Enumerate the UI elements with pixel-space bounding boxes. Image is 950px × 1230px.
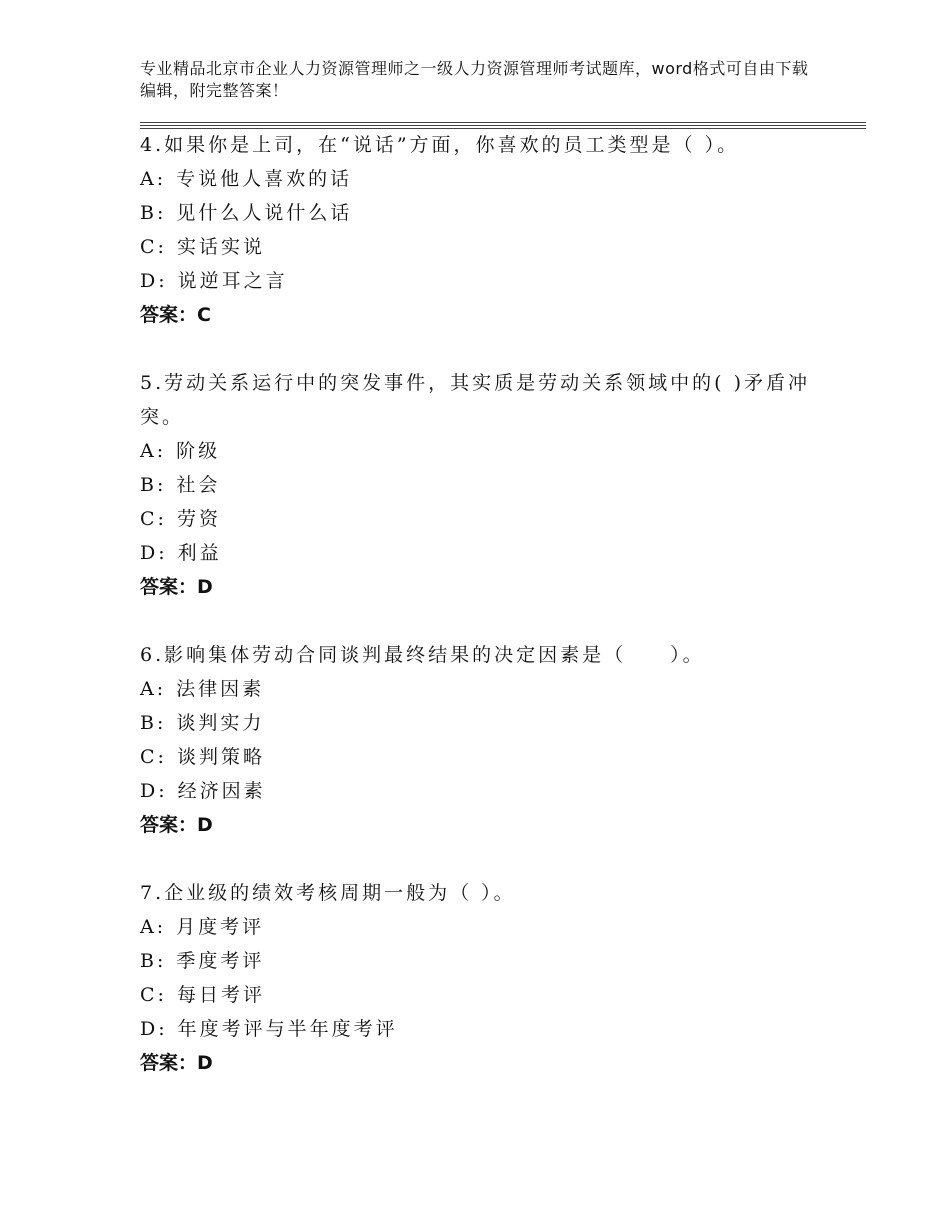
- option-b: [140, 196, 820, 230]
- question-list: [140, 128, 820, 1114]
- option-a: [140, 910, 820, 944]
- option-letter: B:: [140, 474, 167, 496]
- option-text: 谈判策略: [176, 746, 265, 768]
- option-letter: A:: [140, 678, 167, 700]
- option-c: [140, 502, 820, 536]
- answer-line: 答案：D: [140, 1052, 213, 1074]
- header-rule-middle: [140, 125, 866, 126]
- option-text: 劳资: [176, 508, 221, 530]
- option-b: [140, 706, 820, 740]
- option-letter: A:: [140, 168, 167, 190]
- option-text: 实话实说: [176, 236, 265, 258]
- option-a: [140, 162, 820, 196]
- header-rule-top: [140, 122, 866, 123]
- question-6: [140, 638, 820, 842]
- option-letter: C:: [140, 236, 167, 258]
- question-stem: 5.劳动关系运行中的突发事件，其实质是劳动关系领域中的( )矛盾冲突。: [140, 372, 810, 428]
- option-d: [140, 536, 820, 570]
- option-c: [140, 978, 820, 1012]
- option-letter: D:: [140, 542, 168, 564]
- question-stem: 7.企业级的绩效考核周期一般为（ ）。: [140, 882, 516, 904]
- option-b: [140, 944, 820, 978]
- option-text: 阶级: [176, 440, 221, 462]
- option-text: 见什么人说什么话: [176, 202, 353, 224]
- option-text: 利益: [177, 542, 222, 564]
- option-text: 社会: [176, 474, 221, 496]
- option-text: 谈判实力: [176, 712, 265, 734]
- option-d: [140, 1012, 820, 1046]
- question-stem: 4.如果你是上司，在“说话”方面，你喜欢的员工类型是（ ）。: [140, 134, 740, 156]
- option-letter: A:: [140, 440, 167, 462]
- option-text: 法律因素: [176, 678, 265, 700]
- option-text: 月度考评: [176, 916, 265, 938]
- answer-line: 答案：D: [140, 814, 213, 836]
- question-stem: 6.影响集体劳动合同谈判最终结果的决定因素是（ ）。: [140, 644, 705, 666]
- option-text: 每日考评: [176, 984, 265, 1006]
- option-a: [140, 434, 820, 468]
- answer-line: 答案：D: [140, 576, 213, 598]
- question-4: [140, 128, 820, 332]
- option-letter: B:: [140, 202, 167, 224]
- option-letter: B:: [140, 950, 167, 972]
- option-letter: D:: [140, 1018, 168, 1040]
- option-letter: C:: [140, 508, 167, 530]
- option-c: [140, 740, 820, 774]
- option-letter: D:: [140, 780, 168, 802]
- option-text: 季度考评: [176, 950, 265, 972]
- option-text: 年度考评与半年度考评: [177, 1018, 398, 1040]
- option-c: [140, 230, 820, 264]
- question-7: [140, 876, 820, 1080]
- option-letter: C:: [140, 984, 167, 1006]
- option-letter: C:: [140, 746, 167, 768]
- option-text: 经济因素: [177, 780, 266, 802]
- answer-line: 答案：C: [140, 304, 211, 326]
- option-d: [140, 264, 820, 298]
- option-letter: B:: [140, 712, 167, 734]
- option-letter: A:: [140, 916, 167, 938]
- option-b: [140, 468, 820, 502]
- option-letter: D:: [140, 270, 168, 292]
- document-header: 专业精品北京市企业人力资源管理师之一级人力资源管理师考试题库，word格式可自由下载编辑，附完整答案！: [140, 59, 809, 100]
- option-a: [140, 672, 820, 706]
- option-d: [140, 774, 820, 808]
- option-text: 说逆耳之言: [177, 270, 288, 292]
- question-5: [140, 366, 820, 604]
- option-text: 专说他人喜欢的话: [176, 168, 353, 190]
